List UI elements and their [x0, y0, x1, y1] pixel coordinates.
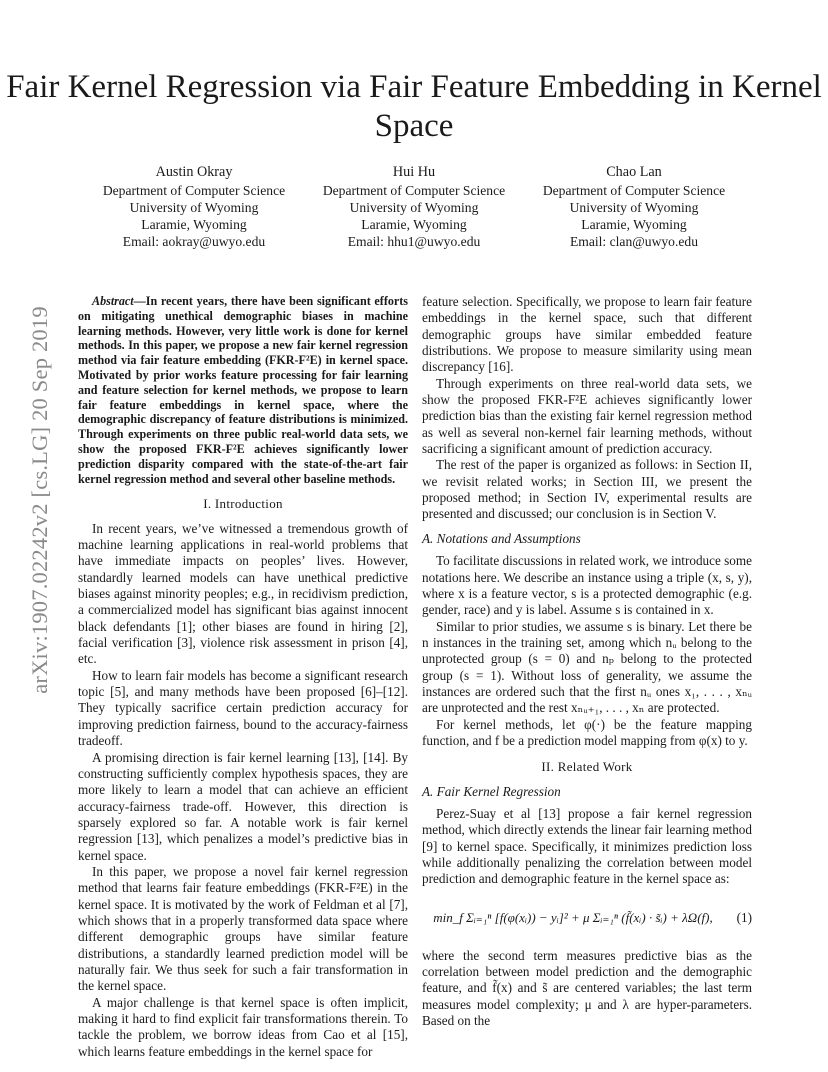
equation-body: min_f Σᵢ₌₁ⁿ [f(φ(xᵢ)) − yᵢ]² + μ Σᵢ₌₁ⁿ (f̃(xᵢ) · s̃ᵢ) + λΩ(f),	[433, 909, 713, 925]
author-dept: Department of Computer Science	[102, 183, 286, 198]
paragraph: To facilitate discussions in related work, we introduce some notations here. We describe an instance using a triple (x, s, y), where x is a feature vector, s is a protected demographic (e.g. gender, race) and y is label. Assume s is contained in x.	[422, 553, 752, 618]
paragraph: In recent years, we’ve witnessed a tremendous growth of machine learning applications in real-world problems that have immediate impacts on peoples’ lives. However, standardly learned models can have unethical predictive biases against minority peoples; e.g., in recidivism prediction, a commercialized model has significant bias against innocent black defendants [1]; other biases are found in hiring [2], facial verification [3], violence risk assessment in prison [4], etc.	[78, 520, 408, 667]
author-city: Laramie, Wyoming	[361, 217, 467, 232]
equation-number: (1)	[736, 909, 752, 925]
paper-title: Fair Kernel Regression via Fair Feature Embedding in Kernel Space	[6, 69, 822, 144]
author-email: Email: clan@uwyo.edu	[569, 234, 699, 249]
paragraph: Perez-Suay et al [13] propose a fair kernel regression method, which directly extends the linear fair learning method [9] to kernel space. Specifically, it minimizes prediction loss while additionally penalizing the correlation between model prediction and demographic feature in the kernel space as:	[422, 805, 752, 887]
author-city: Laramie, Wyoming	[581, 217, 687, 232]
author-2	[304, 164, 524, 250]
subsection-heading-fair-kernel-regression: A. Fair Kernel Regression	[422, 783, 561, 799]
author-1	[84, 164, 304, 250]
paragraph: For kernel methods, let φ(·) be the feature mapping function, and f be a prediction model mapping from φ(x) to y.	[422, 716, 752, 748]
paragraph: How to learn fair models has become a significant research topic [5], and many methods have been proposed [6]–[12]. They typically sacrifice certain prediction accuracy for improving prediction fairness, bound to the accuracy-fairness tradeoff.	[78, 667, 408, 749]
paragraph: feature selection. Specifically, we propose to learn fair feature embeddings in the kernel space, such that different demographic groups have similar embedded feature distributions. We propose to measure similarity using mean discrepancy [16].	[422, 294, 752, 375]
author-dept: Department of Computer Science	[542, 183, 726, 198]
abstract-text: —In recent years, there have been significant efforts on mitigating unethical demographic biases in machine learning methods. However, very little work is done for kernel methods. In this paper, we propose a new fair kernel regression method via fair feature embedding (FKR-F²E) in kernel space. Motivated by prior works feature processing for fair learning and feature selection for kernel methods, we propose to learn fair feature embeddings in kernel space, where the demographic discrepancy of feature distributions is minimized. Through experiments on three public real-world data sets, we show the proposed FKR-F²E achieves significantly lower prediction disparity compared with the state-of-the-art fair kernel regression method and several other baseline methods.	[78, 294, 408, 486]
paragraph: A major challenge is that kernel space is often implicit, making it hard to find explicit fair transformations therein. To tackle the problem, we borrow ideas from Cao et al [15], which learns feature embeddings in the kernel space for	[78, 994, 408, 1059]
paragraph: The rest of the paper is organized as follows: in Section II, we revisit related works; in Section III, we present the proposed method; in Section IV, experimental results are presented and discussed; our conclusion is in Section V.	[422, 457, 752, 522]
author-email: Email: hhu1@uwyo.edu	[347, 234, 481, 249]
author-univ: University of Wyoming	[569, 200, 699, 215]
paragraph: Through experiments on three real-world data sets, we show the proposed FKR-F²E achieves significantly lower prediction bias than the existing fair kernel regression method as well as several non-kernel fair learning methods, without sacrificing a significant amount of prediction accuracy.	[422, 375, 752, 457]
abstract-lead: Abstract	[92, 294, 134, 308]
author-city: Laramie, Wyoming	[141, 217, 247, 232]
author-univ: University of Wyoming	[129, 200, 259, 215]
author-name: Austin Okray	[155, 164, 233, 180]
paragraph: In this paper, we propose a novel fair kernel regression method that learns fair feature embeddings (FKR-F²E) in the kernel space. It is motivated by the work of Feldman et al [7], which shows that in a properly transformed data space where different demographic groups have similar feature distributions, a standardly learned prediction model will be naturally fair. We thus seek for such a fair transformation in the kernel space.	[78, 863, 408, 994]
arxiv-identifier: arXiv:1907.02242v2 [cs.LG] 20 Sep 2019	[27, 306, 52, 694]
author-name: Hui Hu	[392, 164, 436, 180]
section-heading-related-work: II. Related Work	[541, 759, 633, 775]
paragraph: where the second term measures predictive bias as the correlation between model prediction and the demographic feature, and f̃(x) and s̃ are centered variables; the last term measures model complexity; μ and λ are hyper-parameters. Based on the	[422, 947, 752, 1029]
subsection-heading-notations: A. Notations and Assumptions	[422, 530, 581, 546]
paragraph: Similar to prior studies, we assume s is binary. Let there be n instances in the training set, among which nᵤ belong to the unprotected group (s = 0) and nₚ belong to the protected group (s = 1). Without loss of generality, we assume the instances are ordered such that the first nᵤ ones x₁, . . . , xₙᵤ are unprotected and the rest xₙᵤ₊₁, . . . , xₙ are protected.	[422, 618, 752, 716]
left-column	[78, 294, 408, 1060]
abstract	[78, 294, 408, 486]
author-name: Chao Lan	[606, 164, 662, 180]
paragraph: A promising direction is fair kernel learning [13], [14]. By constructing sufficiently complex hypothesis spaces, they are more likely to learn a model that can achieve an efficient accuracy-fairness trade-off. However, this direction is sparsely explored so far. A notable work is fair kernel regression [13], which penalizes a model’s predictive bias in kernel space.	[78, 749, 408, 863]
author-email: Email: aokray@uwyo.edu	[122, 234, 266, 249]
right-column	[422, 294, 752, 1029]
author-3	[524, 164, 744, 250]
author-univ: University of Wyoming	[349, 200, 479, 215]
equation-1	[422, 896, 752, 940]
author-dept: Department of Computer Science	[322, 183, 506, 198]
section-heading-introduction: I. Introduction	[203, 496, 283, 512]
